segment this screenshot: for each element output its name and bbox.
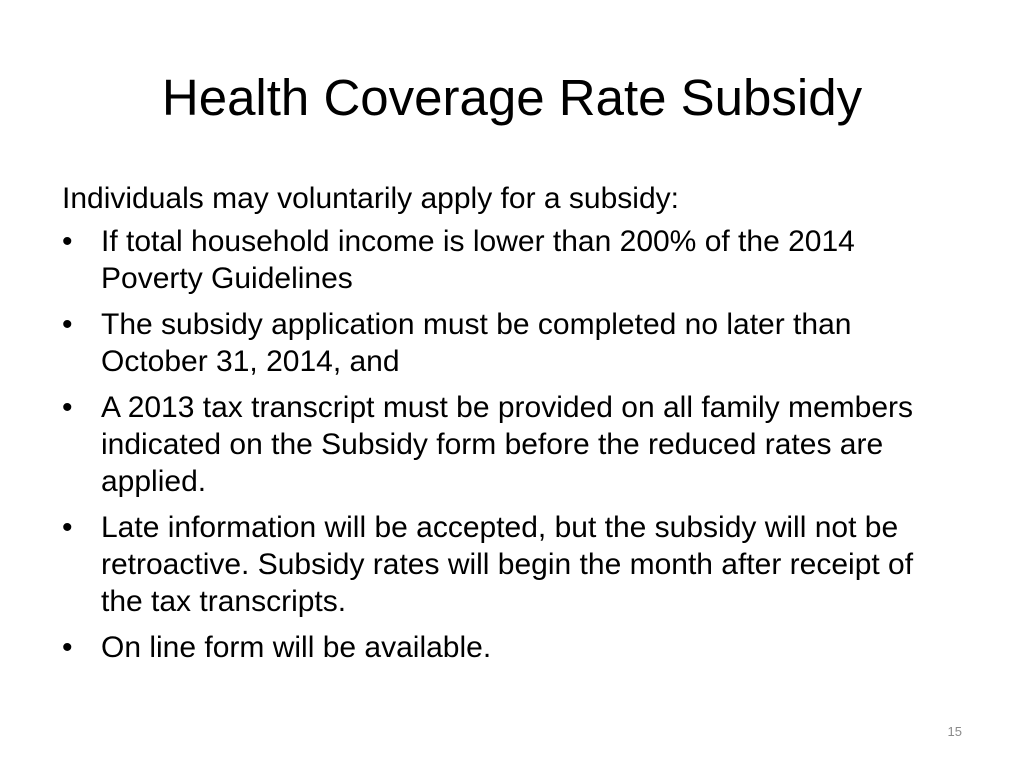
slide-title: Health Coverage Rate Subsidy [161,69,863,126]
bullet-icon: • [62,391,73,424]
bullet-text: A 2013 tax transcript must be provided on all family members indicated on the Subsidy form before the reduced rates are applied. [101,391,914,498]
bullet-item [62,306,962,380]
bullet-list [62,223,962,666]
bullet-item [62,509,962,620]
bullet-text: Late information will be accepted, but the subsidy will not be retroactive. Subsidy rates will begin the month after receipt of the tax transcripts. [101,511,914,618]
bullet-item [62,629,962,666]
bullet-icon: • [62,308,73,341]
page-number: 15 [947,724,962,739]
bullet-item [62,389,962,500]
bullet-icon: • [62,511,73,544]
bullet-icon: • [62,225,73,258]
bullet-text: The subsidy application must be completed no later than October 31, 2014, and [101,308,852,378]
slide-body [62,180,962,675]
bullet-item [62,223,962,297]
bullet-icon: • [62,631,73,664]
intro-text: Individuals may voluntarily apply for a subsidy: [62,182,679,215]
bullet-text: On line form will be available. [101,631,492,664]
bullet-text: If total household income is lower than 200% of the 2014 Poverty Guidelines [101,225,855,295]
